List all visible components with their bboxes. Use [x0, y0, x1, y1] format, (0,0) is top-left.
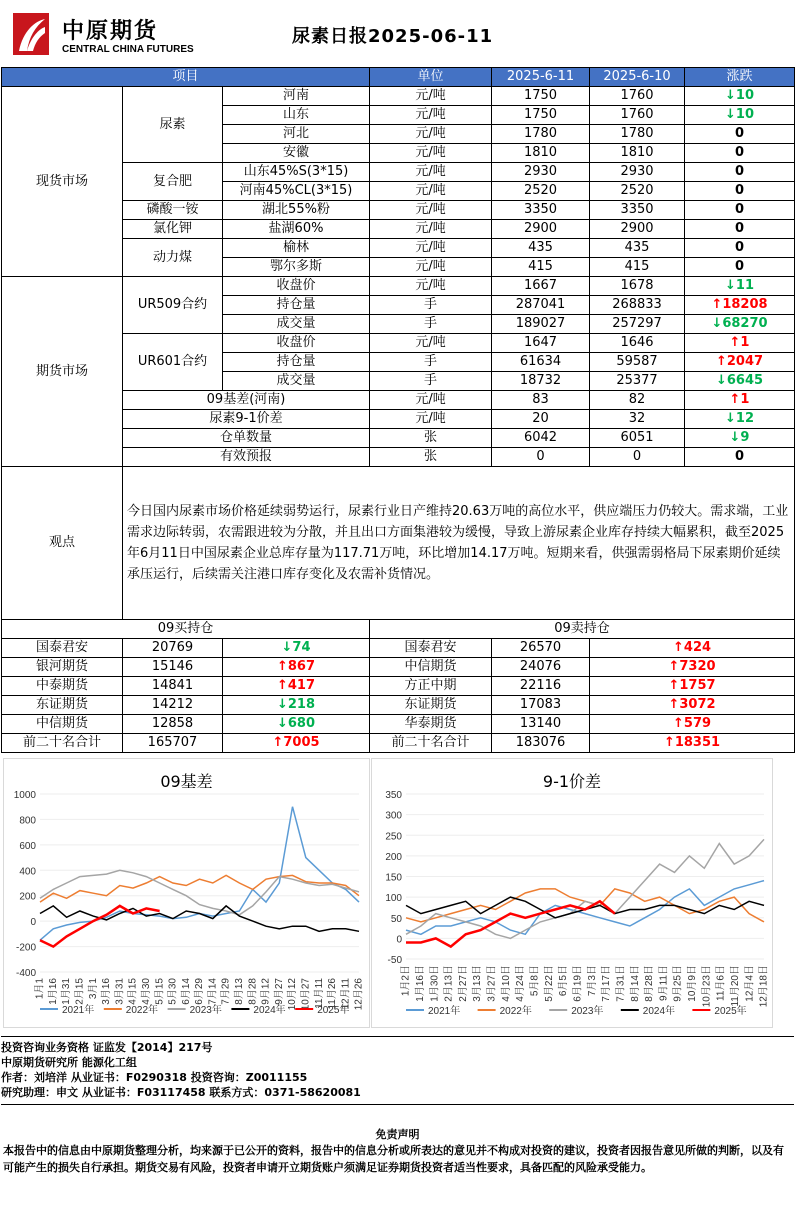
row-value-today: 435	[492, 239, 590, 258]
row-value-prev: 415	[590, 258, 685, 277]
group-ur601: UR601合约	[123, 334, 223, 391]
row-change: 0	[685, 163, 795, 182]
row-change: ↓11	[685, 277, 795, 296]
row-name: 09基差(河南)	[123, 391, 370, 410]
buy-broker: 银河期货	[2, 658, 123, 677]
row-name: 山东45%S(3*15)	[223, 163, 370, 182]
row-value-prev: 82	[590, 391, 685, 410]
header-unit: 单位	[370, 68, 492, 87]
y-tick-label: -200	[15, 942, 36, 954]
row-name: 盐湖60%	[223, 220, 370, 239]
footer-info	[1, 1040, 794, 1100]
row-name: 有效预报	[123, 448, 370, 467]
row-unit: 张	[370, 448, 492, 467]
buy-change: ↓74	[223, 639, 370, 658]
x-tick-label: 8月28日	[644, 965, 656, 1002]
row-name: 鄂尔多斯	[223, 258, 370, 277]
row-unit: 元/吨	[370, 144, 492, 163]
sell-change: ↑579	[590, 715, 795, 734]
x-tick-label: 2月27日	[457, 965, 469, 1002]
x-tick-label: 10月9日	[687, 965, 699, 1002]
group-potash: 氯化钾	[123, 220, 223, 239]
row-unit: 元/吨	[370, 201, 492, 220]
x-tick-label: 10月27	[300, 978, 312, 1011]
row-name: 山东	[223, 106, 370, 125]
row-value-today: 287041	[492, 296, 590, 315]
row-value-prev: 268833	[590, 296, 685, 315]
table-row	[2, 734, 795, 753]
table-row	[2, 715, 795, 734]
positions-header-row	[2, 620, 795, 639]
row-change: ↑2047	[685, 353, 795, 372]
x-tick-label: 7月31日	[615, 965, 627, 1002]
view-label: 观点	[2, 467, 123, 620]
x-tick-label: 7月14	[207, 978, 219, 1005]
y-tick-label: 350	[385, 790, 402, 801]
y-tick-label: 300	[385, 810, 402, 822]
y-tick-label: 200	[19, 891, 36, 903]
sell-change: ↑7320	[590, 658, 795, 677]
x-tick-label: 5月30	[167, 978, 179, 1005]
row-unit: 元/吨	[370, 182, 492, 201]
legend-label: 2024年	[253, 1005, 286, 1016]
sell-volume: 183076	[492, 734, 590, 753]
buy-change: ↓218	[223, 696, 370, 715]
row-name: 安徽	[223, 144, 370, 163]
legend-label: 2023年	[189, 1005, 222, 1016]
spread-chart	[371, 758, 773, 1028]
row-value-today: 0	[492, 448, 590, 467]
row-value-today: 61634	[492, 353, 590, 372]
buy-change: ↑867	[223, 658, 370, 677]
y-tick-label: 600	[19, 840, 36, 852]
row-change: ↓10	[685, 87, 795, 106]
buy-broker: 中信期货	[2, 715, 123, 734]
buy-volume: 165707	[123, 734, 223, 753]
row-name: 湖北55%粉	[223, 201, 370, 220]
row-value-today: 83	[492, 391, 590, 410]
row-change: 0	[685, 182, 795, 201]
x-tick-label: 8月28	[247, 978, 259, 1005]
sell-broker: 东证期货	[370, 696, 492, 715]
legend-label: 2023年	[571, 1006, 604, 1017]
row-value-prev: 1646	[590, 334, 685, 353]
buy-volume: 12858	[123, 715, 223, 734]
row-value-prev: 2520	[590, 182, 685, 201]
row-change: 0	[685, 258, 795, 277]
row-value-prev: 2900	[590, 220, 685, 239]
row-change: ↑1	[685, 334, 795, 353]
spread-chart-svg	[372, 759, 772, 1027]
x-tick-label: 6月14	[180, 978, 192, 1005]
sell-broker: 中信期货	[370, 658, 492, 677]
legend-label: 2021年	[62, 1005, 95, 1016]
charts-area	[1, 758, 794, 1028]
x-tick-label: 3月27日	[486, 965, 498, 1002]
group-compound: 复合肥	[123, 163, 223, 201]
row-name: 仓单数量	[123, 429, 370, 448]
x-tick-label: 1月16日	[414, 965, 426, 1002]
sell-volume: 24076	[492, 658, 590, 677]
row-value-prev: 435	[590, 239, 685, 258]
y-tick-label: 200	[385, 851, 402, 863]
legend-label: 2022年	[125, 1005, 159, 1016]
x-tick-label: 11月26	[327, 978, 339, 1010]
x-tick-label: 7月3日	[586, 965, 598, 997]
row-value-today: 2900	[492, 220, 590, 239]
sell-positions-title: 09卖持仓	[370, 620, 795, 639]
legend-label: 2025年	[714, 1006, 747, 1017]
table-row	[2, 658, 795, 677]
row-unit: 元/吨	[370, 220, 492, 239]
row-change: ↓12	[685, 410, 795, 429]
y-tick-label: 800	[19, 815, 36, 827]
footer-divider	[1, 1104, 794, 1105]
x-tick-label: 12月4日	[744, 965, 756, 1002]
series-line-2024年	[406, 897, 764, 918]
row-unit: 元/吨	[370, 125, 492, 144]
x-tick-label: 2月15	[74, 978, 86, 1005]
row-change: 0	[685, 448, 795, 467]
table-row	[2, 696, 795, 715]
x-tick-label: 3月31	[114, 978, 126, 1005]
buy-volume: 14841	[123, 677, 223, 696]
buy-positions-title: 09买持仓	[2, 620, 370, 639]
x-tick-label: 11月6日	[715, 965, 727, 1001]
row-value-today: 2930	[492, 163, 590, 182]
sell-change: ↑1757	[590, 677, 795, 696]
row-unit: 元/吨	[370, 258, 492, 277]
buy-volume: 14212	[123, 696, 223, 715]
footer-author: 作者：刘培洋 从业证书：F0290318 投资咨询：Z0011155	[1, 1071, 308, 1084]
group-coal: 动力煤	[123, 239, 223, 277]
x-tick-label: 9月12	[260, 978, 272, 1005]
row-value-prev: 1760	[590, 106, 685, 125]
row-change: ↓9	[685, 429, 795, 448]
buy-volume: 20769	[123, 639, 223, 658]
sell-change: ↑424	[590, 639, 795, 658]
row-change: ↑18208	[685, 296, 795, 315]
row-value-today: 189027	[492, 315, 590, 334]
x-tick-label: 3月13日	[472, 965, 484, 1002]
sell-change: ↑18351	[590, 734, 795, 753]
y-tick-label: 400	[19, 866, 36, 878]
y-tick-label: -400	[15, 968, 36, 979]
company-logo-icon	[13, 13, 49, 55]
row-value-today: 2520	[492, 182, 590, 201]
sell-volume: 26570	[492, 639, 590, 658]
x-tick-label: 6月5日	[558, 965, 570, 997]
row-value-prev: 1678	[590, 277, 685, 296]
x-tick-label: 10月12	[287, 978, 299, 1011]
series-line-2022年	[406, 889, 764, 922]
x-tick-label: 8月13	[234, 978, 246, 1005]
x-tick-label: 6月29	[194, 978, 206, 1005]
x-tick-label: 1月1	[34, 978, 46, 1000]
row-name: 河北	[223, 125, 370, 144]
row-value-today: 1750	[492, 106, 590, 125]
x-tick-label: 4月24日	[515, 965, 527, 1002]
row-value-today: 1810	[492, 144, 590, 163]
x-tick-label: 6月19日	[572, 965, 584, 1002]
row-change: 0	[685, 125, 795, 144]
row-name: 收盘价	[223, 277, 370, 296]
row-value-today: 20	[492, 410, 590, 429]
row-value-prev: 32	[590, 410, 685, 429]
x-tick-label: 9月27	[273, 978, 285, 1005]
row-name: 榆林	[223, 239, 370, 258]
x-tick-label: 11月11	[313, 978, 325, 1009]
row-unit: 张	[370, 429, 492, 448]
table-row	[2, 87, 795, 106]
report-header	[0, 0, 795, 66]
series-line-2022年	[40, 875, 359, 902]
sell-broker: 前二十名合计	[370, 734, 492, 753]
sell-change: ↑3072	[590, 696, 795, 715]
row-unit: 手	[370, 372, 492, 391]
row-value-today: 1780	[492, 125, 590, 144]
group-urea: 尿素	[123, 87, 223, 163]
x-tick-label: 1月16	[47, 978, 59, 1005]
section-spot: 现货市场	[2, 87, 123, 277]
row-value-prev: 3350	[590, 201, 685, 220]
buy-change: ↑7005	[223, 734, 370, 753]
row-change: 0	[685, 201, 795, 220]
legend-label: 2025年	[317, 1005, 350, 1016]
x-tick-label: 5月22日	[543, 965, 555, 1002]
data-table	[1, 67, 795, 753]
header-item: 项目	[2, 68, 370, 87]
y-tick-label: 0	[30, 917, 36, 929]
buy-broker: 国泰君安	[2, 639, 123, 658]
row-unit: 元/吨	[370, 239, 492, 258]
row-unit: 元/吨	[370, 334, 492, 353]
row-value-prev: 2930	[590, 163, 685, 182]
buy-volume: 15146	[123, 658, 223, 677]
sell-volume: 13140	[492, 715, 590, 734]
row-value-today: 1667	[492, 277, 590, 296]
x-tick-label: 12月18日	[758, 965, 770, 1008]
x-tick-label: 2月13日	[443, 965, 455, 1002]
x-tick-label: 3月1	[87, 978, 99, 1000]
footer-assistant: 研究助理：申文 从业证书：F03117458 联系方式：0371-58620081	[1, 1086, 361, 1099]
footer-license: 投资咨询业务资格 证监发【2014】217号	[1, 1041, 213, 1054]
y-tick-label: 150	[385, 872, 402, 884]
row-name: 尿素9-1价差	[123, 410, 370, 429]
row-value-today: 1750	[492, 87, 590, 106]
sell-broker: 华泰期货	[370, 715, 492, 734]
footer-divider	[1, 1036, 794, 1037]
row-unit: 元/吨	[370, 277, 492, 296]
row-value-today: 18732	[492, 372, 590, 391]
row-change: 0	[685, 144, 795, 163]
table-header-row	[2, 68, 795, 87]
sell-volume: 22116	[492, 677, 590, 696]
buy-broker: 前二十名合计	[2, 734, 123, 753]
basis-chart-svg	[4, 759, 369, 1027]
row-unit: 手	[370, 296, 492, 315]
x-tick-label: 11月20日	[730, 965, 742, 1007]
row-change: 0	[685, 220, 795, 239]
y-tick-label: 0	[396, 934, 402, 946]
x-tick-label: 1月2日	[400, 965, 412, 997]
buy-change: ↓680	[223, 715, 370, 734]
header-date1: 2025-6-11	[492, 68, 590, 87]
view-text: 今日国内尿素市场价格延续弱势运行，尿素行业日产维持20.63万吨的高位水平，供应端压力仍较大。需求端，工业需求边际转弱，农需跟进较为分散，并且出口方面集港较为缓慢，导致上游尿素企业库存持续大幅累积，截至2025年6月11日中国尿素企业总库存量为117.71万吨，环比增加14.17万吨。短期来看，供强需弱格局下尿素期价延续承压运行，后续需关注港口库存变化及农需补货情况。	[123, 467, 795, 620]
row-name: 成交量	[223, 372, 370, 391]
row-change: ↓68270	[685, 315, 795, 334]
x-tick-label: 9月11日	[658, 965, 670, 1001]
x-tick-label: 12月26	[353, 978, 365, 1011]
row-name: 持仓量	[223, 296, 370, 315]
x-tick-label: 4月10日	[500, 965, 512, 1002]
header-date2: 2025-6-10	[590, 68, 685, 87]
row-value-today: 6042	[492, 429, 590, 448]
x-tick-label: 1月31	[61, 978, 73, 1005]
row-unit: 元/吨	[370, 163, 492, 182]
y-tick-label: 100	[385, 893, 402, 905]
row-unit: 元/吨	[370, 106, 492, 125]
buy-broker: 东证期货	[2, 696, 123, 715]
section-futures: 期货市场	[2, 277, 123, 467]
buy-change: ↑417	[223, 677, 370, 696]
y-tick-label: 250	[385, 831, 402, 843]
x-tick-label: 4月30	[140, 978, 152, 1005]
row-change: ↑1	[685, 391, 795, 410]
x-tick-label: 7月29	[220, 978, 232, 1005]
row-value-prev: 25377	[590, 372, 685, 391]
group-map: 磷酸一铵	[123, 201, 223, 220]
row-value-today: 415	[492, 258, 590, 277]
x-tick-label: 12月11	[340, 978, 352, 1010]
disclaimer-text: 本报告中的信息由中原期货整理分析，均来源于已公开的资料，报告中的信息分析或所表达的意见并不构成对投资的建议，投资者因报告意见所做的判断，以及有可能产生的损失自行承担。期货交易有风险，投资者申请开立期货账户须满足证券期货投资者适当性要求，具备匹配的风险承受能力。	[3, 1144, 784, 1174]
row-change: ↓6645	[685, 372, 795, 391]
x-tick-label: 5月15	[154, 978, 166, 1005]
report-title: 尿素日报2025-06-11	[292, 26, 494, 47]
table-row	[2, 677, 795, 696]
y-tick-label: 1000	[13, 790, 36, 801]
x-tick-label: 7月17日	[601, 965, 613, 1002]
legend-label: 2024年	[642, 1006, 676, 1017]
logo-en-text: CENTRAL CHINA FUTURES	[62, 44, 194, 55]
series-line-2025年	[40, 906, 160, 947]
row-name: 持仓量	[223, 353, 370, 372]
x-tick-label: 10月23日	[701, 965, 713, 1008]
group-ur509: UR509合约	[123, 277, 223, 334]
row-unit: 手	[370, 353, 492, 372]
legend-label: 2021年	[428, 1006, 461, 1017]
table-row	[2, 639, 795, 658]
row-value-prev: 6051	[590, 429, 685, 448]
row-value-prev: 257297	[590, 315, 685, 334]
x-tick-label: 3月16	[101, 978, 113, 1005]
series-line-2021年	[40, 807, 359, 941]
row-value-today: 3350	[492, 201, 590, 220]
row-name: 收盘价	[223, 334, 370, 353]
x-tick-label: 9月25日	[672, 965, 684, 1002]
x-tick-label: 4月15	[127, 978, 139, 1005]
y-tick-label: -50	[387, 955, 402, 966]
row-name: 河南45%CL(3*15)	[223, 182, 370, 201]
series-line-2024年	[40, 906, 359, 931]
row-value-prev: 0	[590, 448, 685, 467]
row-name: 河南	[223, 87, 370, 106]
basis-chart	[3, 758, 370, 1028]
row-change: ↓10	[685, 106, 795, 125]
logo-cn-text: 中原期货	[62, 19, 159, 44]
view-row	[2, 467, 795, 620]
row-unit: 元/吨	[370, 410, 492, 429]
basis-chart-title: 09基差	[160, 772, 213, 791]
sell-broker: 国泰君安	[370, 639, 492, 658]
header-change: 涨跌	[685, 68, 795, 87]
row-value-prev: 1810	[590, 144, 685, 163]
disclaimer-title: 免责声明	[375, 1128, 420, 1141]
x-tick-label: 8月14日	[629, 965, 641, 1002]
row-value-today: 1647	[492, 334, 590, 353]
row-value-prev: 59587	[590, 353, 685, 372]
row-value-prev: 1780	[590, 125, 685, 144]
footer-team: 中原期货研究所 能源化工组	[1, 1056, 137, 1069]
buy-broker: 中泰期货	[2, 677, 123, 696]
series-line-2025年	[406, 901, 615, 946]
table-row	[2, 277, 795, 296]
legend-label: 2022年	[499, 1006, 532, 1017]
row-unit: 元/吨	[370, 87, 492, 106]
spread-chart-title: 9-1价差	[542, 772, 602, 791]
series-line-2021年	[406, 881, 764, 935]
row-unit: 元/吨	[370, 391, 492, 410]
x-tick-label: 5月8日	[529, 965, 541, 997]
row-name: 成交量	[223, 315, 370, 334]
sell-broker: 方正中期	[370, 677, 492, 696]
row-unit: 手	[370, 315, 492, 334]
row-change: 0	[685, 239, 795, 258]
row-value-prev: 1760	[590, 87, 685, 106]
y-tick-label: 50	[390, 913, 402, 925]
x-tick-label: 1月30日	[429, 965, 441, 1002]
sell-volume: 17083	[492, 696, 590, 715]
